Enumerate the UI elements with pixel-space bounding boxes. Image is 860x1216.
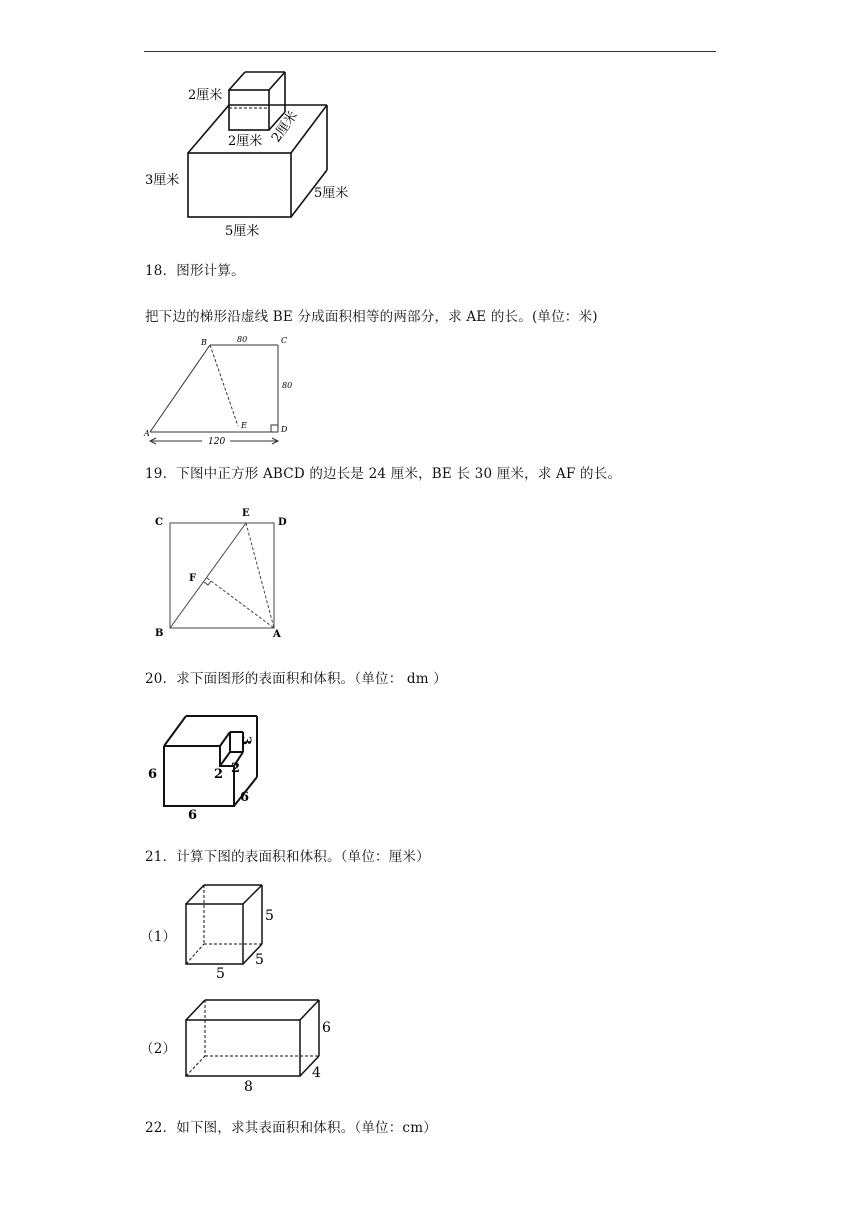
q21-p2-depth: 4 [312,1065,321,1081]
q20-label-notch-b: 2 [231,761,241,776]
q21-p1-depth: 5 [255,952,264,968]
q19-label-d: D [278,517,287,528]
q17-box-height: 3厘米 [145,173,180,188]
q20-label-width: 6 [188,808,198,823]
q18-label-right: 80 [282,381,293,390]
q21-p2-height: 6 [322,1020,331,1036]
q19-text: 19．下图中正方形 ABCD 的边长是 24 厘米，BE 长 30 厘米，求 AF 的长。 [145,466,622,482]
q21-p2-width: 8 [244,1079,253,1093]
q21-cuboid-figure [180,993,340,1093]
q19-label-c: C [155,517,163,528]
q21-part2-label: （2） [140,1041,177,1057]
q21-cube-figure [180,878,280,978]
q21-part1-label: （1） [140,929,177,945]
q18-label-b: B [201,338,207,347]
q17-box-width: 5厘米 [225,224,260,239]
q17-top-cube-depth: 2厘米 [268,108,301,146]
q19-label-b: B [155,628,164,639]
header-rule [144,51,716,52]
q19-label-e: E [242,508,250,519]
q18-label-e: E [241,421,247,430]
q20-text: 20．求下面图形的表面积和体积。（单位： dm ） [145,671,447,687]
q19-label-f: F [189,573,197,584]
q21-p1-width: 5 [216,966,225,978]
q17-top-cube-width: 2厘米 [228,134,263,149]
q18-label-d: D [281,425,288,434]
q18-label-top: 80 [237,335,248,344]
q20-label-notch-c: 3 [238,736,253,746]
q17-box-cube-figure [140,60,370,245]
q20-cube-notch-figure [140,710,270,825]
q18-trapezoid-figure [140,334,300,446]
q21-text: 21．计算下图的表面积和体积。（单位：厘米） [145,849,430,865]
q19-label-a: A [273,629,281,640]
q22-text: 22．如下图，求其表面积和体积。（单位：cm） [145,1120,437,1136]
q20-label-depth: 6 [240,790,250,805]
q20-label-height: 6 [148,767,158,782]
q17-top-cube-height: 2厘米 [188,88,223,103]
q18-label-a: A [144,429,150,438]
q20-label-notch-a: 2 [214,767,224,782]
q18-label-bottom: 120 [208,437,226,446]
q21-p1-height: 5 [265,908,274,924]
q18-label-c: C [281,336,288,345]
q17-box-depth: 5厘米 [314,186,349,201]
q18-title: 18．图形计算。 [145,263,245,279]
q19-square-figure [145,503,295,643]
q18-text: 把下边的梯形沿虚线 BE 分成面积相等的两部分，求 AE 的长。(单位：米) [145,309,598,325]
